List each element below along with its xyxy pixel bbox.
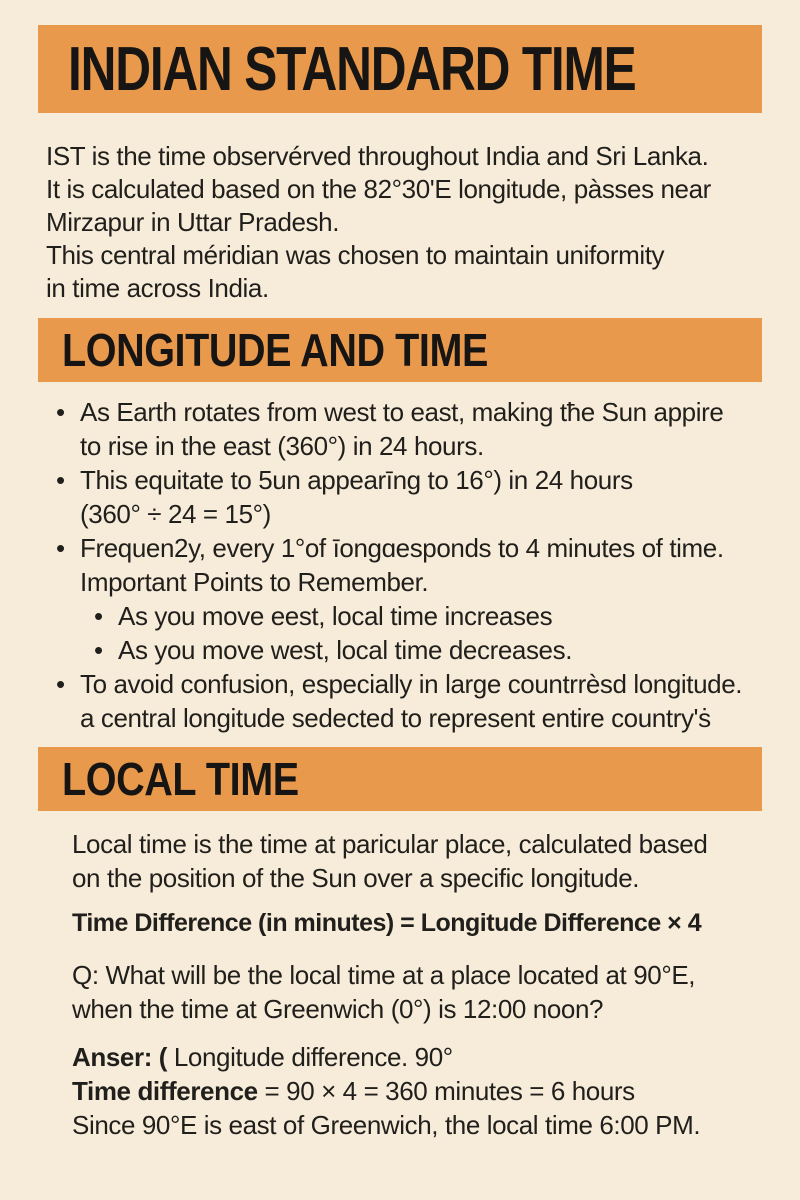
sub-bullet-item — [94, 599, 762, 633]
bullet-line: (360° ÷ 24 = 15°) — [80, 499, 271, 529]
bullet-item — [56, 395, 762, 463]
bullet-item — [56, 531, 762, 599]
intro-line: in time across India. — [46, 273, 269, 303]
bullet-line: Important Points to Remember. — [80, 567, 429, 597]
title-banner — [38, 25, 762, 113]
intro-paragraph — [46, 140, 762, 305]
answer-line — [72, 1074, 762, 1108]
local-para-line: Local time is the time at paricular place, calculated based — [72, 829, 708, 859]
intro-line: IST is the time observérved throughout India and Sri Lanka. — [46, 141, 709, 171]
longitude-section-banner — [38, 318, 762, 382]
bullet-line: As Earth rotates from west to east, making tħe Sun appire — [80, 397, 724, 427]
intro-line: It is calculated based on the 82°30'E longitude, pàsses near — [46, 174, 711, 204]
longitude-section-title: LONGITUDE AND TIME — [62, 324, 488, 376]
bullet-icon: • — [94, 635, 103, 665]
sub-bullet-item — [94, 633, 762, 667]
bullet-icon: • — [56, 669, 65, 699]
example-question — [72, 958, 762, 1026]
intro-line: Mirzapur in Uttar Pradesh. — [46, 207, 340, 237]
page-title: INDIAN STANDARD TIME — [68, 34, 636, 104]
sub-bullet-line: As you move eest, local time increases — [118, 601, 553, 631]
bullet-item — [56, 667, 762, 735]
longitude-bullet-list — [56, 395, 762, 735]
answer-conclusion: Since 90°E is east of Greenwich, the local time 6:00 PM. — [72, 1110, 701, 1140]
local-para-line: on the position of the Sun over a specific longitude. — [72, 863, 640, 893]
answer-text: Longitude difference. 90° — [167, 1042, 453, 1072]
local-time-paragraph — [72, 827, 762, 895]
time-difference-formula: Time Difference (in minutes) = Longitude Difference × 4 — [72, 909, 702, 937]
bullet-line: This equitate to 5un appearīng to 16°) in 24 hours — [80, 465, 633, 495]
bullet-icon: • — [56, 465, 65, 495]
question-line: Q: What will be the local time at a place located at 90°E, — [72, 960, 696, 990]
local-time-section-title: LOCAL TIME — [62, 753, 299, 805]
local-time-section-banner — [38, 747, 762, 811]
bullet-icon: • — [94, 601, 103, 631]
bullet-line: a central longitude sedected to represent entire country'ṡ — [80, 703, 711, 733]
question-line: when the time at Greenwich (0°) is 12:00 noon? — [72, 994, 604, 1024]
answer-label: Anser: ( — [72, 1042, 168, 1072]
sub-bullet-line: As you move west, local time decreases. — [118, 635, 573, 665]
example-answer — [72, 1040, 762, 1142]
answer-line — [72, 1040, 762, 1074]
answer-calculation: = 90 × 4 = 360 minutes = 6 hours — [257, 1076, 635, 1106]
answer-term: Time difference — [72, 1076, 258, 1106]
bullet-line: To avoid confusion, especially in large countrrèsd longitude. — [80, 669, 743, 699]
bullet-item — [56, 463, 762, 531]
intro-line: This central méridian was chosen to maintain uniformity — [46, 240, 665, 270]
bullet-line: to rise in the east (360°) in 24 hours. — [80, 431, 484, 461]
bullet-icon: • — [56, 397, 65, 427]
bullet-line: Frequen2y, every 1°of īongɑesponds to 4 minutes of time. — [80, 533, 724, 563]
bullet-icon: • — [56, 533, 65, 563]
